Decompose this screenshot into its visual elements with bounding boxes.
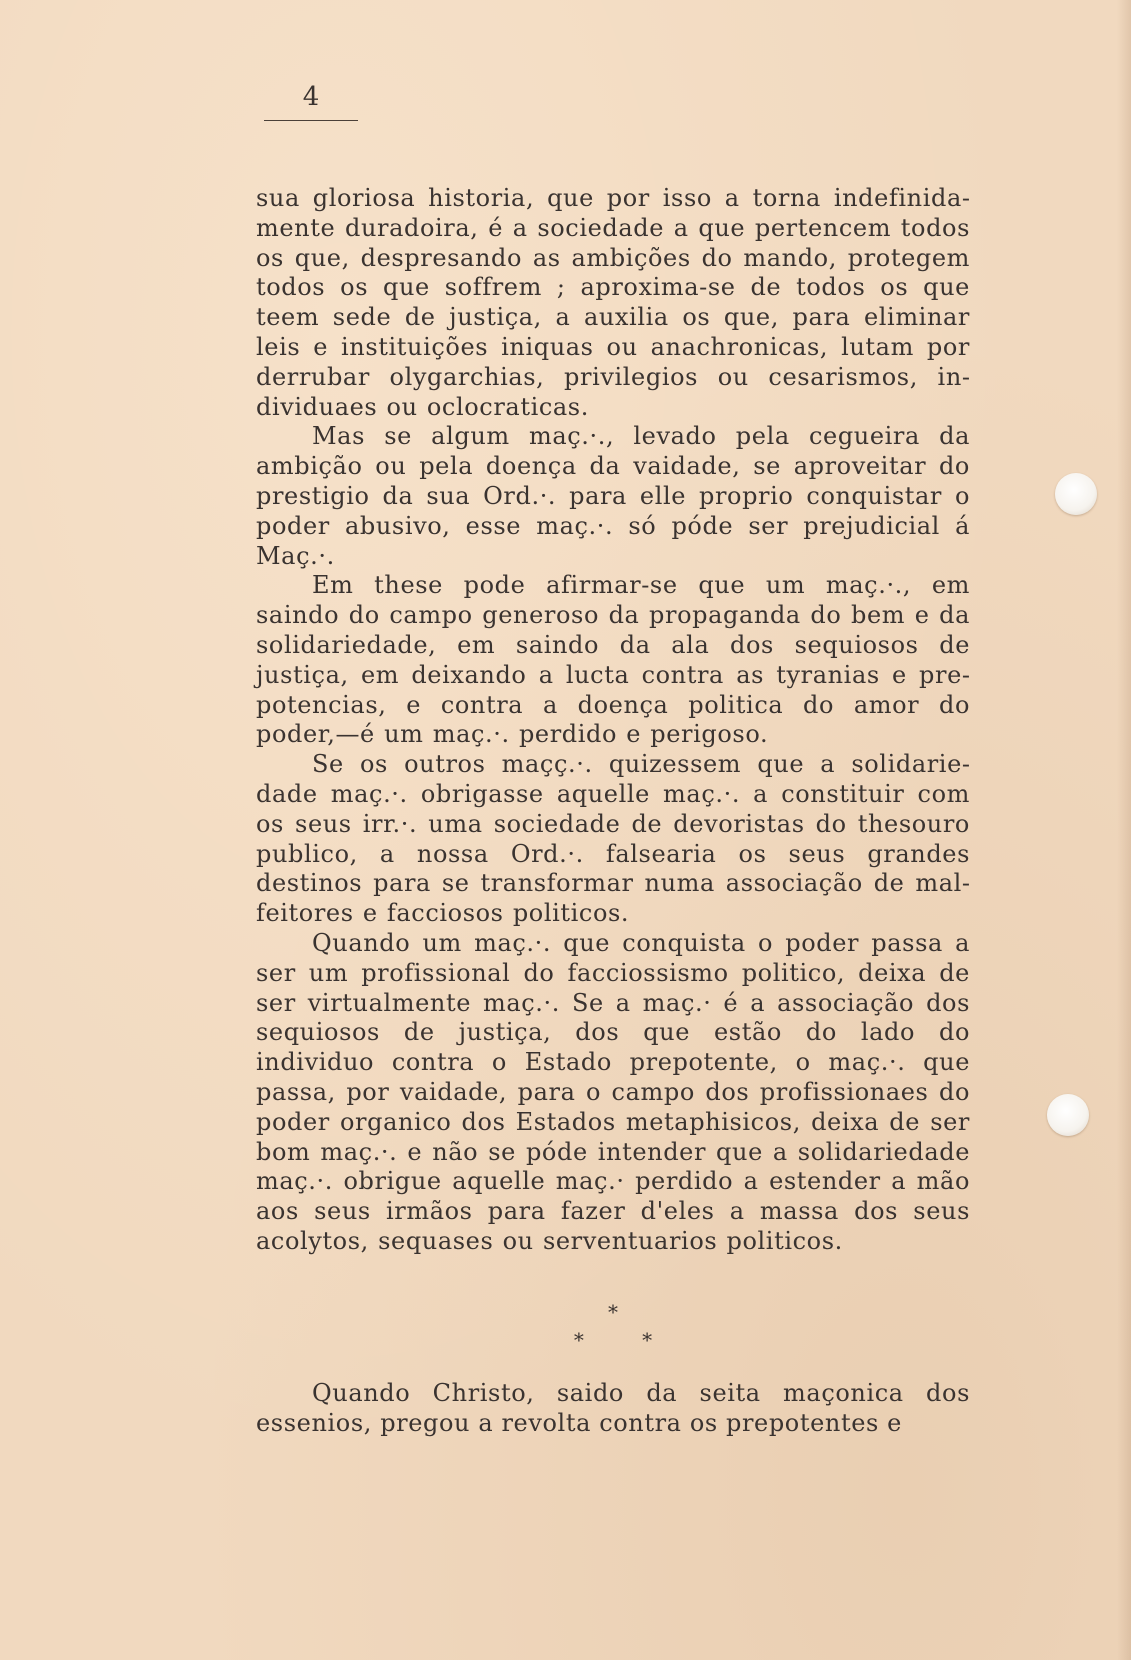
asterism-right: * [642, 1328, 653, 1352]
paragraph: Quando um maç.·. que conquista o poder passa a ser um profissional do facciossismo politico, deixa de ser virtualmente maç.·. Se a maç.· é a associação dos sequiosos de justiça, dos que estão do lado do individuo contra o Estado prepotente, o maç.·. que passa, por vaidade, para o campo dos profissionaes do poder organico dos Estados metaphisicos, deixa de ser bom maç.·. e não se póde intender que a solidariedade maç.·. obrigue aquelle maç.· perdido a estender a mão aos seus irmãos para fazer d'eles a massa dos seus acolytos, sequases ou serventuarios politicos. [256, 928, 970, 1255]
page-edge-shadow [1117, 0, 1131, 1660]
asterism-top: * [608, 1300, 618, 1324]
paragraph-continuation: sua gloriosa historia, que por isso a torna indefinidamente duradoira, é a sociedade a que pertencem todos os que, despresando as ambições do mando, protegem todos os que soffrem ; aproxima-se de todos os que teem sede de justiça, a auxilia os que, para eliminar leis e instituições iniquas ou anachronicas, lutam por derrubar olygarchias, privilegios ou cesarismos, individuaes ou oclocraticas. [256, 184, 970, 421]
paragraph: Se os outros maçç.·. quizessem que a solidariedade maç.·. obrigasse aquelle maç.·. a constituir com os seus irr.·. uma sociedade de devoristas do thesouro publico, a nossa Ord.·. falsearia os seus grandes destinos para se transformar numa associação de malfeitores e facciosos politicos. [256, 750, 970, 928]
paragraph: Em these pode afirmar-se que um maç.·., em saindo do campo generoso da propaganda do bem e da solidariedade, em saindo da ala dos sequiosos de justiça, em deixando a lucta contra as tyranias e prepotencias, e contra a doença politica do amor do poder,—é um maç.·. perdido e perigoso. [256, 571, 970, 749]
closing-paragraph: Quando Christo, saido da seita maçonica dos essenios, pregou a revolta contra os prepotentes e [256, 1379, 970, 1437]
page-number: 4 [302, 82, 320, 112]
page-number-rule [264, 120, 358, 121]
asterism-bottom-row [256, 1326, 970, 1354]
punch-hole [1055, 473, 1097, 515]
body-text [256, 184, 970, 1257]
punch-hole [1047, 1094, 1089, 1136]
section-break-asterism [256, 1298, 970, 1354]
paragraph: Mas se algum maç.·., levado pela cegueira da ambição ou pela doença da vaidade, se aproveitar do prestigio da sua Ord.·. para elle proprio conquistar o poder abusivo, esse maç.·. só póde ser prejudicial á Maç.·. [256, 422, 970, 570]
asterism-left: * [573, 1328, 584, 1352]
